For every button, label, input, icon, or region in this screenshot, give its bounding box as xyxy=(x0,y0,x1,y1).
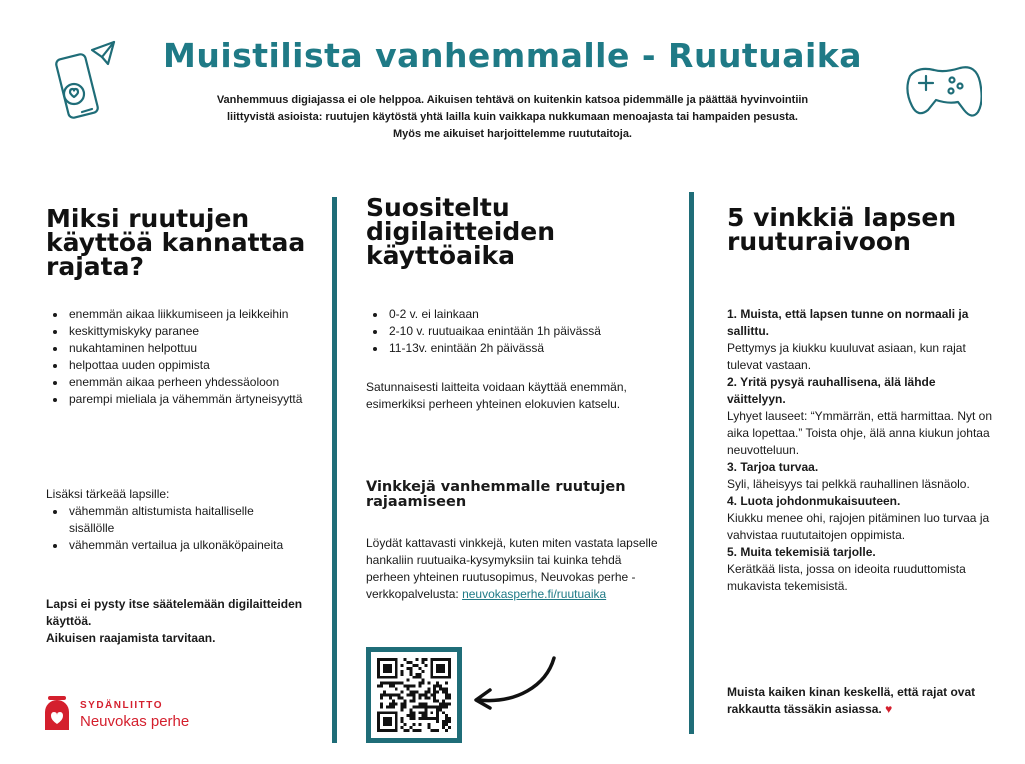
column-divider xyxy=(689,192,694,734)
tip-title: 2. Yritä pysyä rauhallisena, älä lähde väittelyyn. xyxy=(727,375,936,406)
extra-list xyxy=(46,503,296,554)
list-item: • 0-2 v. ei lainkaan xyxy=(387,306,687,323)
closing-text: Muista kaiken kinan keskellä, että rajat ovat rakkautta tässäkin asiassa. xyxy=(727,685,976,716)
heart-logo-icon xyxy=(42,694,72,734)
extra-section xyxy=(46,486,296,554)
why-limit-heading: Miksi ruutujen käyttöä kannattaa rajata? xyxy=(46,204,306,281)
ruutuaika-link[interactable]: neuvokasperhe.fi/ruutuaika xyxy=(462,587,607,601)
tip-item xyxy=(727,544,995,595)
tip-text: Kiukku menee ohi, rajojen pitäminen luo turvaa ja vahvistaa ruututaitojen oppimista. xyxy=(727,511,990,542)
logo-service: Neuvokas perhe xyxy=(80,713,190,730)
intro-line: liittyvistä asioista: ruutujen käytöstä yhtä lailla kuin vaikkapa nukkumaan menoajasta tai hampaiden pesusta. xyxy=(227,111,798,123)
note-line: Aikuisen raajamista tarvitaan. xyxy=(46,631,216,645)
heart-icon: ♥ xyxy=(885,702,893,716)
tip-item xyxy=(727,493,995,544)
extra-label: Lisäksi tärkeää lapsille: xyxy=(46,487,170,501)
recommendation-list xyxy=(366,306,687,357)
tips-for-parent-text xyxy=(366,535,661,603)
list-item: • 2-10 v. ruutuaikaa enintään 1h päivässä xyxy=(387,323,687,340)
tips-for-parent-heading: Vinkkejä vanhemmalle ruutujen rajaamiseen xyxy=(366,479,626,510)
logo-brand: SYDÄNLIITTO xyxy=(80,700,163,711)
tips-list xyxy=(727,306,995,595)
tip-item xyxy=(727,374,995,459)
tip-title: 1. Muista, että lapsen tunne on normaali ja sallittu. xyxy=(727,307,969,338)
child-note xyxy=(46,596,306,647)
tip-title: 5. Muita tekemisiä tarjolle. xyxy=(727,545,876,559)
list-item: • nukahtaminen helpottuu xyxy=(67,340,312,357)
tip-text: Pettymys ja kiukku kuuluvat asiaan, kun rajat tulevat vastaan. xyxy=(727,341,966,372)
tip-text: Kerätkää lista, jossa on ideoita ruuduttomista mukavista tekemisistä. xyxy=(727,562,966,593)
gamepad-icon xyxy=(898,54,982,126)
list-item: • vähemmän vertailua ja ulkonäköpaineita xyxy=(67,537,296,554)
note-line: Lapsi ei pysty itse säätelemään digilaitteiden käyttöä. xyxy=(46,597,303,628)
intro-line: Vanhemmuus digiajassa ei ole helppoa. Aikuisen tehtävä on kuitenkin katsoa pidemmälle ja päättää hyvinvointiin xyxy=(216,94,809,106)
list-item: • 11-13v. enintään 2h päivässä xyxy=(387,340,687,357)
tips-text: Löydät kattavasti vinkkejä, kuten miten vastata lapselle hankaliin ruutuaika-kysymyksiin tai kuinka tehdä perheen yhteinen ruutusopimus, Neuvokas perhe -verkkopalvelusta: xyxy=(366,536,658,601)
tip-title: 3. Tarjoa turvaa. xyxy=(727,460,819,474)
phone-chat-icon xyxy=(52,38,124,124)
list-item: • keskittymiskyky paranee xyxy=(67,323,312,340)
column-divider xyxy=(332,197,337,743)
intro-line: Myös me aikuiset harjoittelemme ruututaitoja. xyxy=(392,128,632,140)
list-item: • vähemmän altistumista haitalliselle sisällölle xyxy=(67,503,296,537)
five-tips-heading: 5 vinkkiä lapsen ruuturaivoon xyxy=(727,203,957,256)
occasional-use-text: Satunnaisesti laitteita voidaan käyttää enemmän, esimerkiksi perheen yhteinen elokuvien katselu. xyxy=(366,380,627,411)
list-item: • helpottaa uuden oppimista xyxy=(67,357,312,374)
arrow-to-qr-icon xyxy=(468,652,562,714)
recommended-time-heading: Suositeltu digilaitteiden käyttöaika xyxy=(366,193,556,270)
intro-text xyxy=(140,92,885,143)
list-item: • parempi mieliala ja vähemmän ärtyneisyyttä xyxy=(67,391,312,408)
sydanliitto-logo[interactable] xyxy=(42,694,212,734)
qr-code[interactable] xyxy=(366,647,462,743)
tip-title: 4. Luota johdonmukaisuuteen. xyxy=(727,494,901,508)
list-item: • enemmän aikaa perheen yhdessäoloon xyxy=(67,374,312,391)
benefits-list xyxy=(46,306,312,408)
tip-item xyxy=(727,459,995,493)
closing-reminder xyxy=(727,684,987,718)
page-title: Muistilista vanhemmalle - Ruutuaika xyxy=(163,36,862,76)
tip-item xyxy=(727,306,995,374)
tip-text: Syli, läheisyys tai pelkkä rauhallinen läsnäolo. xyxy=(727,477,970,491)
tip-text: Lyhyet lauseet: “Ymmärrän, että harmittaa. Nyt on aika lopettaa.” Toista ohje, älä anna kiukun johtaa neuvotteluun. xyxy=(727,409,993,457)
qr-code-pattern xyxy=(377,658,451,732)
list-item: • enemmän aikaa liikkumiseen ja leikkeihin xyxy=(67,306,312,323)
